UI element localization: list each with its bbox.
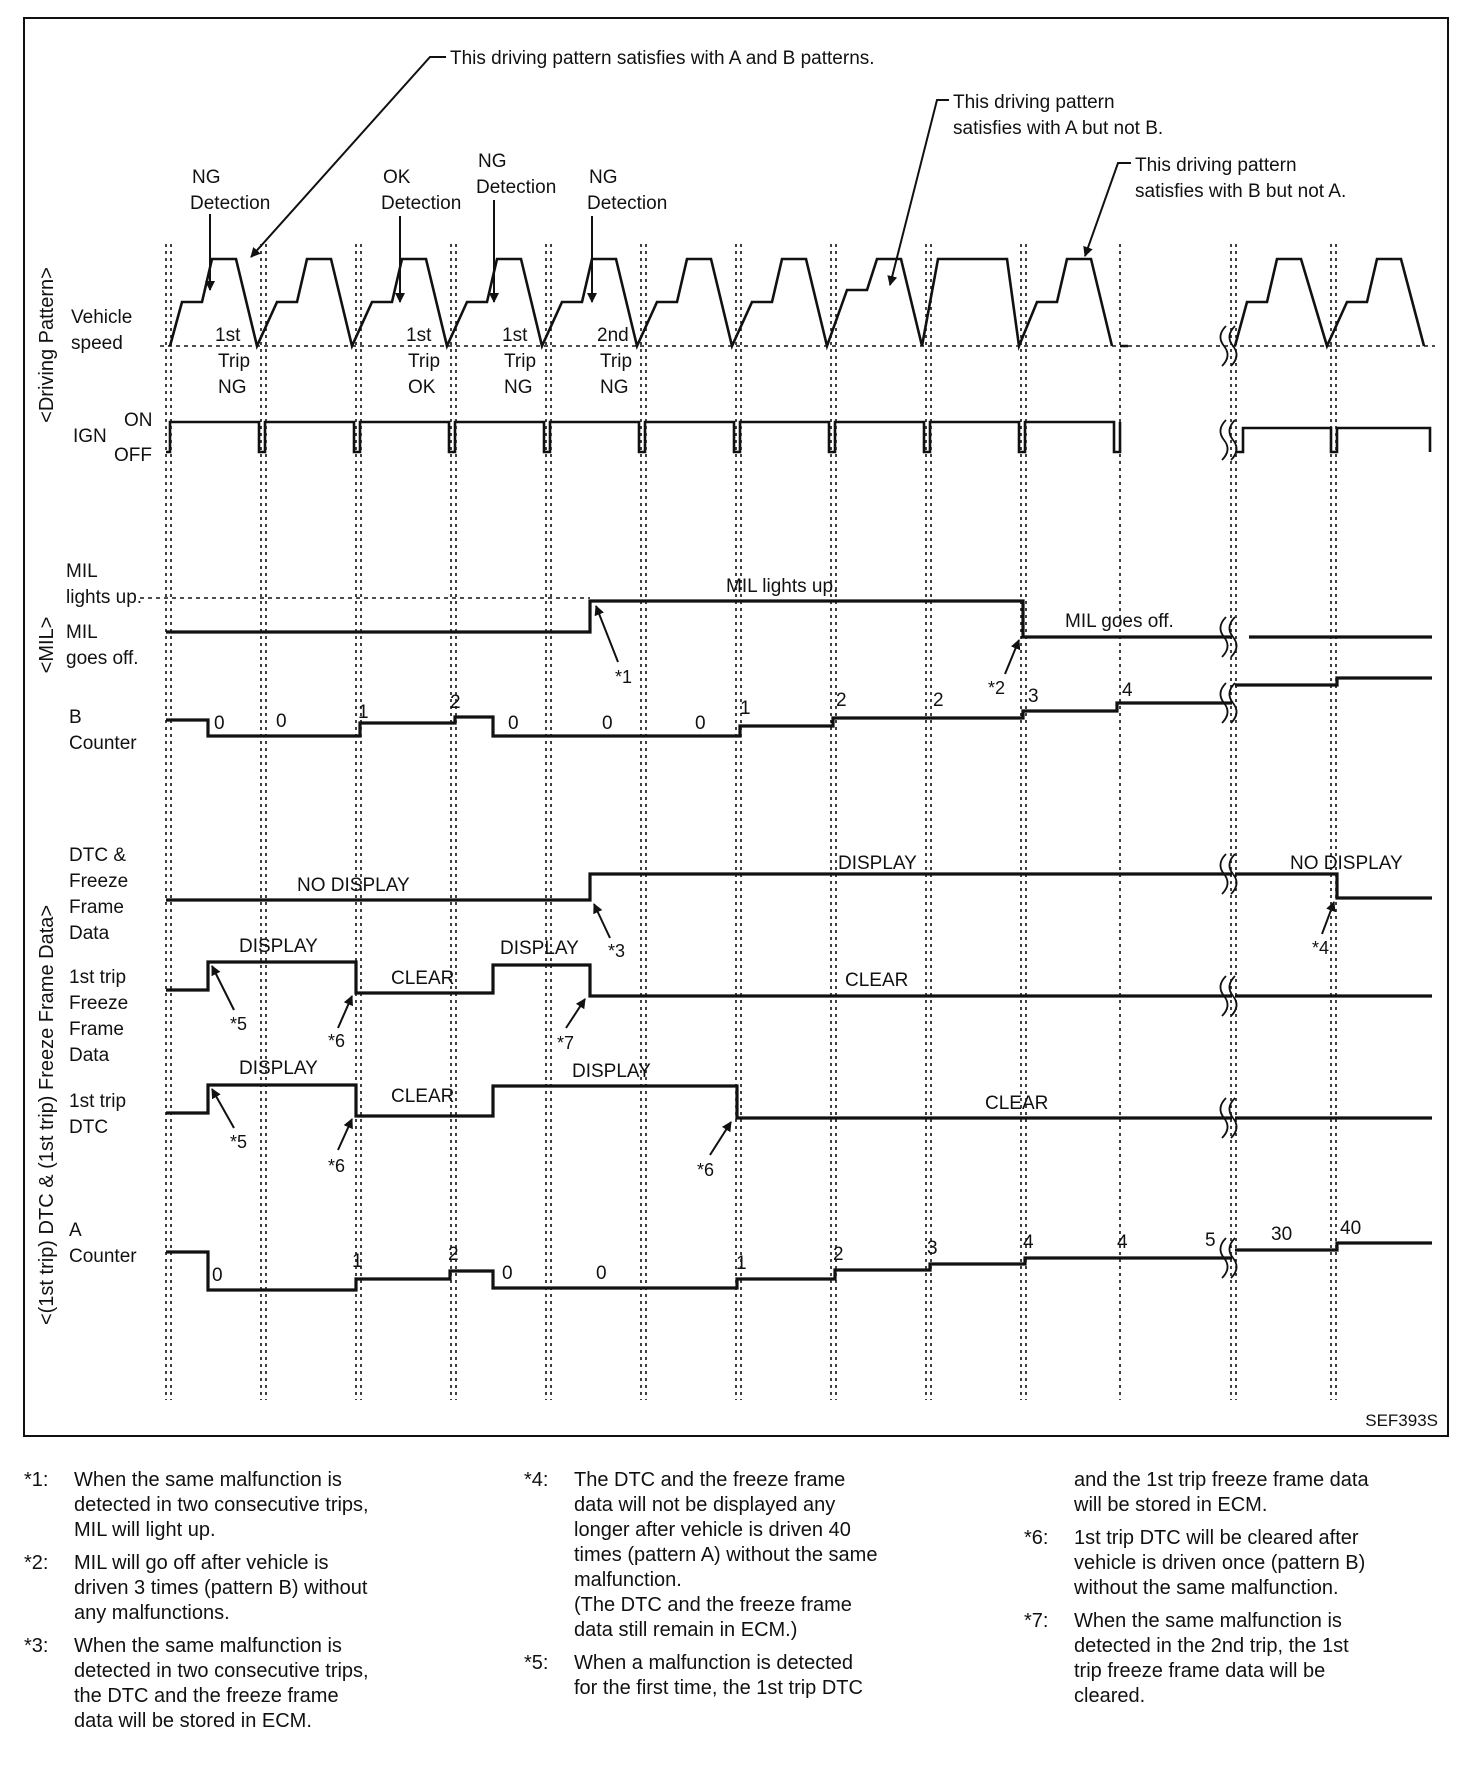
trip-label: OK xyxy=(408,377,436,398)
b-counter-value: 2 xyxy=(836,690,847,711)
trip-label: Trip xyxy=(218,351,251,372)
callout-line: satisfies with A but not B. xyxy=(953,118,1164,139)
footnote xyxy=(1024,1468,1464,1518)
a-counter-value: 5 xyxy=(1205,1230,1216,1251)
ffd-display-1-label: DISPLAY xyxy=(239,936,318,957)
row-label-line: A xyxy=(69,1220,82,1241)
row-label-line: Frame xyxy=(69,897,124,918)
footnote-column-2 xyxy=(524,1468,964,1709)
row-label-b-counter xyxy=(69,707,137,754)
row-label-line: 1st trip xyxy=(69,967,127,988)
b-counter-value: 0 xyxy=(508,713,519,734)
a-counter-value: 2 xyxy=(448,1244,459,1265)
time-break-marks xyxy=(1220,326,1236,1278)
row-label-vehicle-speed xyxy=(71,307,132,354)
break-mark xyxy=(1220,420,1227,460)
b-counter-value: 0 xyxy=(214,713,225,734)
a-counter-value: 40 xyxy=(1340,1218,1362,1239)
callout-a-and-b: This driving pattern satisfies with A and B patterns. xyxy=(450,48,875,69)
marker-5b-arrow xyxy=(212,1089,234,1128)
dtc-clear-2-label: CLEAR xyxy=(985,1093,1049,1114)
trip-label: 1st xyxy=(406,325,432,346)
detection-label: OK xyxy=(383,167,411,188)
footnote xyxy=(1024,1526,1464,1601)
ffd-clear-2-label: CLEAR xyxy=(845,970,909,991)
trip-label: 2nd xyxy=(597,325,629,346)
mil-goes-off-label: MIL goes off. xyxy=(1065,611,1174,632)
footnote-key: *3: xyxy=(24,1635,49,1657)
detection-label: Detection xyxy=(476,177,557,198)
row-label-line: DTC & xyxy=(69,845,126,866)
row-label-ign-off: OFF xyxy=(114,445,152,466)
marker-4: *4 xyxy=(1312,938,1330,958)
footnote-text: When a malfunction is detected for the first time, the 1st trip DTC xyxy=(574,1652,863,1699)
row-label-mil-off xyxy=(66,622,139,669)
a-counter-value: 0 xyxy=(596,1263,607,1284)
b-counter-value: 3 xyxy=(1028,686,1039,707)
marker-6b: *6 xyxy=(328,1156,346,1176)
row-label-line: lights up. xyxy=(66,587,143,608)
callout-a-not-b-leader xyxy=(890,100,949,285)
a-counter-value: 4 xyxy=(1023,1232,1034,1253)
marker-3-arrow xyxy=(594,904,610,938)
footnote-key: *6: xyxy=(1024,1527,1049,1549)
marker-3: *3 xyxy=(608,941,626,961)
row-label-ign-on: ON xyxy=(124,410,153,431)
1st-trip-ffd-waveform xyxy=(166,962,1432,996)
axis-mil: <MIL> xyxy=(36,616,58,674)
b-counter-value: 2 xyxy=(450,692,461,713)
footnote xyxy=(524,1468,964,1643)
detection-label: NG xyxy=(192,167,221,188)
row-label-line: Data xyxy=(69,923,110,944)
b-counter-value: 4 xyxy=(1122,680,1133,701)
footnote-key: *4: xyxy=(524,1469,549,1491)
marker-6a-arrow xyxy=(338,996,352,1028)
marker-6c: *6 xyxy=(697,1160,715,1180)
figure-code: SEF393S xyxy=(1365,1411,1438,1430)
row-label-line: DTC xyxy=(69,1117,109,1138)
dtc-display-1-label: DISPLAY xyxy=(239,1058,318,1079)
row-label-a-counter xyxy=(69,1220,137,1267)
mil-lights-up-label: MIL lights up. xyxy=(726,576,839,597)
footnote-text: When the same malfunction is detected in two consecutive trips, MIL will light up. xyxy=(74,1469,369,1541)
footnote-text: The DTC and the freeze frame data will not be displayed any longer after vehicle is driven 40 times (pattern A) without the same malfunction. (The DTC and the freeze frame data still remain in ECM.) xyxy=(574,1469,878,1641)
footnote-text: MIL will go off after vehicle is driven 3 times (pattern B) without any malfunctions. xyxy=(74,1552,368,1624)
row-label-1st-trip-ffd xyxy=(69,967,128,1066)
footnote-key: *5: xyxy=(524,1652,549,1674)
callout-line: This driving pattern xyxy=(953,92,1115,113)
trip-label: NG xyxy=(600,377,629,398)
footnote-text: 1st trip DTC will be cleared after vehicle is driven once (pattern B) without the same malfunction. xyxy=(1074,1527,1366,1599)
row-label-line: Vehicle xyxy=(71,307,133,328)
b-counter-value: 0 xyxy=(695,713,706,734)
detection-label: NG xyxy=(589,167,618,188)
row-label-mil-on xyxy=(66,561,142,608)
footnote xyxy=(1024,1609,1464,1709)
row-label-line: MIL xyxy=(66,561,98,582)
marker-6c-arrow xyxy=(710,1122,731,1155)
footnote-text: and the 1st trip freeze frame data will be stored in ECM. xyxy=(1074,1469,1369,1516)
b-counter-value: 0 xyxy=(602,713,613,734)
ffd-display-2-label: DISPLAY xyxy=(500,938,579,959)
detection-label: Detection xyxy=(190,193,271,214)
trip-label: 1st xyxy=(215,325,241,346)
trip-label: Trip xyxy=(504,351,537,372)
footnote xyxy=(24,1468,464,1543)
callout-a-and-b-leader xyxy=(251,57,446,257)
axis-driving-pattern: <Driving Pattern> xyxy=(36,267,58,423)
a-counter-value: 2 xyxy=(833,1244,844,1265)
display-label: DISPLAY xyxy=(838,853,917,874)
trip-label: Trip xyxy=(408,351,441,372)
a-counter-values xyxy=(212,1218,1361,1286)
marker-2-arrow xyxy=(1005,640,1019,674)
row-label-line: B xyxy=(69,707,82,728)
row-label-dtc-ffd xyxy=(69,845,128,944)
row-label-line: Frame xyxy=(69,1019,124,1040)
row-label-line: goes off. xyxy=(66,648,139,669)
marker-6b-arrow xyxy=(338,1119,352,1150)
footnote-column-3 xyxy=(1024,1468,1464,1717)
trip-label: 1st xyxy=(502,325,528,346)
detection-label: Detection xyxy=(381,193,462,214)
footnote-key: *1: xyxy=(24,1469,49,1491)
footnote-text: When the same malfunction is detected in the 2nd trip, the 1st trip freeze frame data will be cleared. xyxy=(1074,1610,1349,1707)
footnote-key: *7: xyxy=(1024,1610,1049,1632)
footnote xyxy=(524,1651,964,1701)
callout-line: satisfies with B but not A. xyxy=(1135,181,1347,202)
row-label-line: Counter xyxy=(69,1246,137,1267)
1st-trip-dtc-waveform xyxy=(166,1085,1432,1118)
marker-6a: *6 xyxy=(328,1031,346,1051)
no-display-label: NO DISPLAY xyxy=(297,875,410,896)
row-label-line: Data xyxy=(69,1045,110,1066)
b-counter-value: 1 xyxy=(740,698,751,719)
callout-b-not-a-leader xyxy=(1085,163,1131,256)
row-label-line: 1st trip xyxy=(69,1091,127,1112)
marker-1-arrow xyxy=(596,606,618,662)
row-label-line: Counter xyxy=(69,733,137,754)
detection-label: Detection xyxy=(587,193,668,214)
a-counter-value: 1 xyxy=(352,1251,363,1272)
row-label-ign: IGN xyxy=(73,426,107,447)
marker-5a: *5 xyxy=(230,1014,248,1034)
a-counter-value: 1 xyxy=(736,1253,747,1274)
row-label-1st-trip-dtc xyxy=(69,1091,126,1138)
dtc-clear-1-label: CLEAR xyxy=(391,1086,455,1107)
footnote-column-1 xyxy=(24,1468,464,1742)
row-label-line: Freeze xyxy=(69,993,129,1014)
b-counter-value: 0 xyxy=(276,711,287,732)
a-counter-value: 30 xyxy=(1271,1224,1293,1245)
b-counter-value: 1 xyxy=(358,702,369,723)
marker-7: *7 xyxy=(557,1033,575,1053)
no-display-right-label: NO DISPLAY xyxy=(1290,853,1403,874)
row-label-line: speed xyxy=(71,333,123,354)
marker-5b: *5 xyxy=(230,1132,248,1152)
row-label-line: Freeze xyxy=(69,871,129,892)
footnote xyxy=(24,1634,464,1734)
marker-1: *1 xyxy=(615,667,633,687)
mil-waveform xyxy=(166,601,1432,637)
b-counter-value: 2 xyxy=(933,690,944,711)
row-label-line: MIL xyxy=(66,622,98,643)
footnote-text: When the same malfunction is detected in two consecutive trips, the DTC and the freeze frame data will be stored in ECM. xyxy=(74,1635,369,1732)
a-counter-value: 0 xyxy=(502,1263,513,1284)
callout-a-not-b xyxy=(953,92,1163,139)
a-counter-value: 3 xyxy=(927,1238,938,1259)
footnote-key: *2: xyxy=(24,1552,49,1574)
marker-2: *2 xyxy=(988,678,1006,698)
trip-label: NG xyxy=(218,377,247,398)
axis-dtc-freeze-frame: <(1st trip) DTC & (1st trip) Freeze Frame Data> xyxy=(36,904,58,1326)
marker-4-arrow xyxy=(1322,902,1334,934)
ffd-clear-1-label: CLEAR xyxy=(391,968,455,989)
detection-label: NG xyxy=(478,151,507,172)
dtc-display-2-label: DISPLAY xyxy=(572,1061,651,1082)
a-counter-value: 0 xyxy=(212,1265,223,1286)
trip-label: Trip xyxy=(600,351,633,372)
footnote xyxy=(24,1551,464,1626)
marker-7-arrow xyxy=(566,999,585,1028)
a-counter-value: 4 xyxy=(1117,1232,1128,1253)
callout-line: This driving pattern xyxy=(1135,155,1297,176)
trip-label: NG xyxy=(504,377,533,398)
footnotes xyxy=(0,1468,1472,1768)
trip-guide-lines xyxy=(166,244,1336,1400)
marker-5a-arrow xyxy=(212,966,234,1010)
callout-b-not-a xyxy=(1135,155,1346,202)
